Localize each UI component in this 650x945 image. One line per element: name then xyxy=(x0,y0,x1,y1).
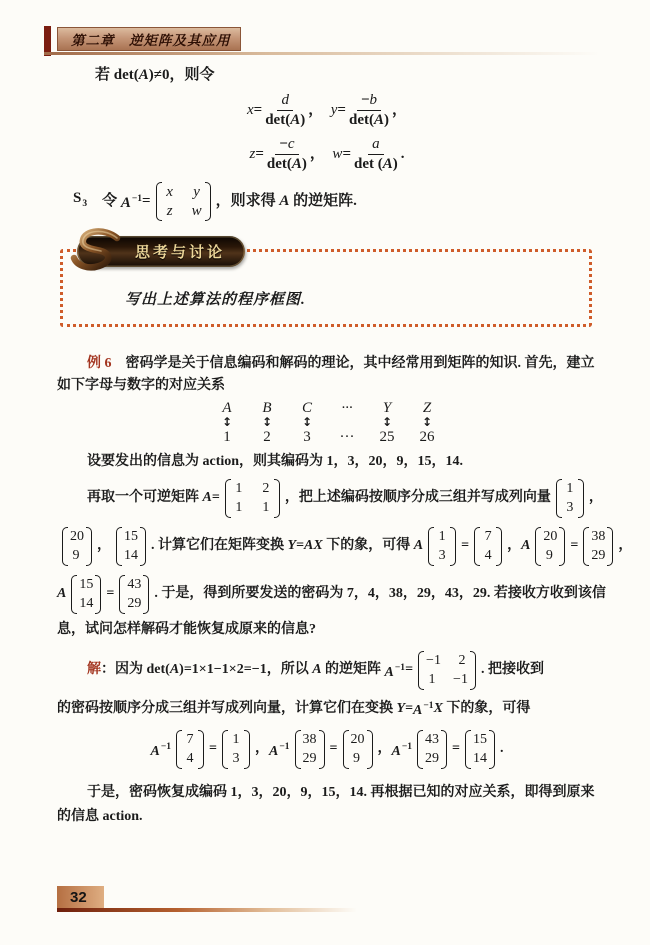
text-run: 若 det( xyxy=(95,67,139,83)
text-run xyxy=(233,480,272,517)
text-run: 令 xyxy=(87,193,121,209)
corr-number: 2 xyxy=(263,429,271,445)
matrix xyxy=(62,526,92,567)
matrix-cell: 20 xyxy=(70,528,84,544)
text-run: −1 xyxy=(160,741,172,752)
text-run: det( xyxy=(348,111,374,128)
matrix xyxy=(556,478,584,519)
text-run: −1 xyxy=(131,194,143,204)
up-down-arrow-icon: ↕ xyxy=(421,415,433,429)
text-run xyxy=(591,528,605,546)
matrix-cell: 29 xyxy=(591,547,606,563)
text-run xyxy=(351,750,365,768)
corr-number: 3 xyxy=(303,429,311,445)
matrix-cell: 29 xyxy=(302,750,317,766)
math-var: x xyxy=(246,102,254,118)
equation-row-1 xyxy=(57,90,597,130)
text-run: . 把接收到 xyxy=(480,662,544,677)
matrix-cell: 1 xyxy=(235,480,243,496)
text-run xyxy=(425,731,439,749)
text-run xyxy=(482,528,494,565)
text-run xyxy=(70,547,84,565)
text-run: = xyxy=(329,741,338,756)
math-var: w xyxy=(332,146,343,162)
matrix-cell: x xyxy=(166,183,173,200)
matrix-cell: 20 xyxy=(350,731,365,747)
text-run xyxy=(265,111,305,129)
text-run xyxy=(426,652,468,670)
chapter-title: 第二章 逆矩阵及其应用 xyxy=(71,33,231,48)
text-run xyxy=(349,111,389,129)
text-run: ， xyxy=(255,741,269,756)
matrix-cell: 15 xyxy=(124,528,138,544)
text-run xyxy=(124,528,138,565)
matrix-cell: 2 xyxy=(262,480,270,496)
matrix-cell: 14 xyxy=(79,595,94,611)
text-run xyxy=(436,528,448,565)
discussion-badge xyxy=(77,236,245,267)
text-run xyxy=(303,731,317,768)
matrix-cell: 20 xyxy=(543,528,558,544)
up-down-arrow-icon: ↕ xyxy=(221,415,233,429)
text-run: ) xyxy=(384,111,389,128)
matrix-cell: 7 xyxy=(186,731,194,747)
text-run: = xyxy=(405,700,414,716)
text-run xyxy=(277,92,293,111)
text-run: −1 xyxy=(394,662,406,673)
text-run: = xyxy=(142,193,151,209)
text-run: 如下字母与数字的对应关系 xyxy=(57,378,225,393)
text-run: 再取一个可逆矩阵 xyxy=(87,490,203,505)
matrix xyxy=(176,729,204,770)
text-run: ， xyxy=(309,146,333,162)
matrix xyxy=(474,526,502,567)
text-run: A xyxy=(391,743,401,759)
text-run xyxy=(303,750,317,768)
text-run xyxy=(275,136,298,155)
matrix-cell: 2 xyxy=(458,652,466,668)
text-run xyxy=(591,528,605,565)
text-run: ， xyxy=(308,102,331,118)
text-run: A xyxy=(150,743,160,759)
inverse-matrix-symbol xyxy=(385,657,406,684)
text-run xyxy=(482,547,494,565)
message-encoding-line xyxy=(87,451,597,473)
matrix-cell: −1 xyxy=(426,652,441,668)
text-run: det ( xyxy=(354,155,383,172)
text-run: ：因为 det( xyxy=(101,662,170,677)
footer-rule xyxy=(57,908,357,912)
math-matrix-name: A xyxy=(57,586,67,601)
text-run: A xyxy=(384,664,394,680)
text-run xyxy=(70,528,84,546)
matrix-cell: 3 xyxy=(566,499,574,515)
text-run: ， xyxy=(618,538,633,553)
matrix-cell: −1 xyxy=(453,671,468,687)
matrix-cell: 1 xyxy=(566,480,574,496)
math-matrix-name: A xyxy=(413,538,424,553)
matrix-cell: 15 xyxy=(473,731,487,747)
correspondence-numbers-row xyxy=(214,429,441,445)
text-run xyxy=(124,528,138,546)
example6-intro-line-1 xyxy=(87,353,597,375)
text-run xyxy=(426,652,468,689)
text-run: )=1×1−1×2=−1，所以 xyxy=(179,662,313,677)
text-run xyxy=(184,731,196,768)
text-run xyxy=(564,499,576,517)
math-matrix-name: A xyxy=(169,662,180,677)
red-label: 解 xyxy=(87,662,101,677)
math-var: d xyxy=(281,91,289,108)
discussion-badge-label: 思考与讨论 xyxy=(135,244,226,261)
fraction xyxy=(349,92,389,129)
matrix xyxy=(583,526,613,567)
equation-row-2 xyxy=(57,134,597,174)
letter-number-correspondence xyxy=(57,400,597,445)
text-run: ， xyxy=(97,538,111,553)
text-run: 的信息 action. xyxy=(57,809,143,824)
discussion-box xyxy=(60,244,592,327)
inverse-matrix-symbol xyxy=(413,695,434,722)
text-run xyxy=(354,155,398,173)
text-run xyxy=(436,547,448,565)
chapter-title-box xyxy=(57,27,241,51)
text-run xyxy=(79,576,93,613)
text-run xyxy=(351,731,365,749)
matrix-cell: 38 xyxy=(591,528,606,544)
text-run: det( xyxy=(266,155,292,172)
math-matrix-name: A xyxy=(138,67,149,83)
text-run: 于是，密码恢复成编码 1，3，20，9，15，14. 再根据已知的对应关系，即得到原来 xyxy=(87,785,595,800)
correspondence-letters-row xyxy=(214,400,441,416)
matrix xyxy=(156,181,211,222)
matrix-cell: 14 xyxy=(124,547,138,563)
matrix-cell: 4 xyxy=(186,750,194,766)
matrix-cell: 4 xyxy=(484,547,492,563)
text-run: ， xyxy=(377,741,392,756)
matrix xyxy=(465,729,495,770)
matrix xyxy=(119,574,149,615)
conclusion-line-2 xyxy=(57,806,597,828)
text-run: = xyxy=(342,146,351,162)
matrix xyxy=(535,526,565,567)
text-run: = xyxy=(209,741,217,756)
corr-number: 1 xyxy=(223,429,231,445)
corr-letter: C xyxy=(301,400,312,416)
text-run: A xyxy=(120,195,131,211)
text-run xyxy=(184,750,196,768)
example6-intro-line-2 xyxy=(57,375,597,397)
matrix-cell: 1 xyxy=(235,499,243,515)
text-run xyxy=(357,92,381,111)
corr-letter: Z xyxy=(422,400,432,416)
text-run xyxy=(127,576,141,594)
text-run xyxy=(164,183,203,201)
math-var: a xyxy=(372,135,380,152)
text-run: 下的象，可得 xyxy=(442,700,531,716)
text-run: 的逆矩阵. xyxy=(289,193,357,209)
matrix xyxy=(295,729,325,770)
text-run: ) xyxy=(392,155,398,172)
text-run xyxy=(127,595,141,613)
text-run xyxy=(543,528,557,546)
text-run xyxy=(233,480,272,498)
text-run: = xyxy=(296,538,305,553)
corr-number: 25 xyxy=(379,429,395,445)
text-run xyxy=(79,595,93,613)
text-run xyxy=(230,731,242,768)
text-run: )≠0，则令 xyxy=(148,67,215,83)
text-run xyxy=(267,155,307,173)
text-run: . xyxy=(400,146,405,162)
algorithm-condition-line xyxy=(95,64,597,86)
text-run xyxy=(368,136,384,155)
decode-question-line xyxy=(57,619,597,641)
text-run: = xyxy=(106,586,115,601)
text-run xyxy=(473,731,487,768)
text-run: −1 xyxy=(279,741,290,752)
solution-line-1 xyxy=(87,647,597,693)
matrix-cell: 29 xyxy=(127,595,142,611)
text-run xyxy=(303,731,317,749)
invertible-matrix-line xyxy=(87,475,603,521)
corr-number: 26 xyxy=(419,429,435,445)
text-run: 息，试问怎样解码才能恢复成原来的信息? xyxy=(57,622,316,637)
red-label: 例 6 xyxy=(87,356,112,371)
text-run: − xyxy=(279,135,288,152)
text-run: 密码学是关于信息编码和解码的理论，其中经常用到矩阵的知识. 首先，建立 xyxy=(111,356,595,371)
matrix-cell: 14 xyxy=(473,750,487,766)
corr-letter: B xyxy=(262,400,272,416)
matrix xyxy=(225,478,280,519)
text-run: ) xyxy=(300,111,306,128)
matrix-cell: 43 xyxy=(127,576,142,592)
math-matrix-name: A xyxy=(290,111,301,128)
matrix-cell: 38 xyxy=(302,731,317,747)
matrix-cell: 1 xyxy=(438,528,446,544)
math-matrix-name: X xyxy=(313,538,323,553)
matrix xyxy=(417,729,447,770)
inverse-matrix-symbol xyxy=(269,736,290,763)
algorithm-step-line xyxy=(73,178,597,224)
text-run xyxy=(543,547,557,565)
text-run: 下的象，可得 xyxy=(322,538,414,553)
text-run xyxy=(351,731,365,768)
text-run: ) xyxy=(301,155,307,172)
matrix-cell: 1 xyxy=(262,499,270,515)
text-run: = xyxy=(452,741,460,756)
text-run: ，把上述编码按顺序分成三组并写成列向量 xyxy=(284,490,551,505)
page-number-box xyxy=(57,886,104,908)
cipher-send-line xyxy=(57,571,606,617)
matrix xyxy=(343,729,373,770)
text-run: ， xyxy=(507,538,522,553)
text-run: = xyxy=(255,146,264,162)
text-run: −1 xyxy=(401,741,413,752)
text-run: 的密码按顺序分成三组并写成列向量，计算它们在变换 xyxy=(57,700,397,716)
math-matrix-name: A xyxy=(312,662,322,677)
text-run: = xyxy=(461,538,470,553)
text-run: = xyxy=(337,102,346,118)
text-run xyxy=(564,480,576,498)
text-run: − xyxy=(360,91,370,108)
fraction xyxy=(354,136,398,173)
matrix-cell: 3 xyxy=(438,547,446,563)
text-run: det( xyxy=(265,111,291,128)
text-run: . 计算它们在矩阵变换 xyxy=(151,538,288,553)
text-run: A xyxy=(269,743,279,759)
text-run xyxy=(473,750,487,768)
fraction xyxy=(265,92,305,129)
corr-ellipsis: ··· xyxy=(339,429,355,445)
page-number: 32 xyxy=(70,888,87,906)
math-var: b xyxy=(369,91,378,108)
math-matrix-name: Y xyxy=(396,700,406,716)
transform-calculation-line xyxy=(57,523,633,569)
text-run xyxy=(564,480,576,517)
text-run xyxy=(426,671,468,689)
math-matrix-name: A xyxy=(373,111,384,128)
text-run: . 于是，得到所要发送的密码为 7，4，38，29，43，29. 若接收方收到该信 xyxy=(154,586,606,601)
matrix-cell: 9 xyxy=(353,750,360,766)
math-matrix-name: A xyxy=(382,155,393,172)
corr-letter: A xyxy=(222,400,232,416)
text-run xyxy=(425,731,439,768)
text-run xyxy=(543,528,557,565)
text-run xyxy=(482,528,494,546)
corr-arrow-gap xyxy=(334,416,361,429)
text-run: S xyxy=(73,190,82,206)
inverse-matrix-symbol xyxy=(151,736,172,763)
text-run: ，则求得 xyxy=(215,193,280,209)
matrix-cell: 3 xyxy=(232,750,240,766)
subscripted-symbol xyxy=(73,187,87,215)
corr-ellipsis: ··· xyxy=(341,400,353,416)
text-run xyxy=(230,750,242,768)
text-run xyxy=(184,731,196,749)
text-run: = xyxy=(253,102,263,118)
text-run: A xyxy=(413,703,423,718)
math-matrix-name: A xyxy=(291,155,302,172)
text-run xyxy=(127,576,141,613)
decode-equations-line xyxy=(57,726,597,772)
discussion-prompt: 写出上述算法的程序框图. xyxy=(125,292,306,308)
text-run xyxy=(436,528,448,546)
matrix xyxy=(418,650,476,691)
text-run: 的逆矩阵 xyxy=(321,662,385,677)
math-matrix-name: Y xyxy=(287,538,297,553)
text-run: ， xyxy=(392,102,408,118)
matrix xyxy=(428,526,456,567)
text-run: ， xyxy=(588,490,603,505)
matrix-cell: 9 xyxy=(72,547,80,563)
text-run: −1 xyxy=(423,701,434,711)
math-var: y xyxy=(330,102,338,118)
up-down-arrow-icon: ↕ xyxy=(301,415,313,429)
text-run: 设要发出的信息为 action，则其编码为 1，3，20，9，15，14. xyxy=(87,454,464,469)
math-var: z xyxy=(249,146,256,162)
text-run xyxy=(164,183,203,220)
text-run xyxy=(230,731,242,749)
math-matrix-name: X xyxy=(433,700,443,716)
math-matrix-name: A xyxy=(521,538,531,553)
text-run xyxy=(591,547,605,565)
matrix-cell: 43 xyxy=(425,731,440,747)
text-run: . xyxy=(500,741,504,756)
matrix xyxy=(71,574,101,615)
inverse-matrix-symbol xyxy=(392,736,413,763)
text-run: = xyxy=(405,662,414,677)
text-run: 3 xyxy=(82,199,88,209)
math-matrix-name: A xyxy=(202,490,212,505)
page-body xyxy=(57,64,633,828)
corr-letter: Y xyxy=(382,400,392,416)
conclusion-line-1 xyxy=(87,782,597,804)
text-run: = xyxy=(211,490,220,505)
text-run xyxy=(425,750,439,768)
matrix-cell: w xyxy=(191,202,202,219)
math-var: c xyxy=(287,135,295,152)
text-run: = xyxy=(570,538,579,553)
math-matrix-name: A xyxy=(279,193,290,209)
correspondence-arrows-row xyxy=(214,416,441,429)
s-swirl-icon xyxy=(69,228,123,276)
matrix-cell: 15 xyxy=(79,576,94,592)
inverse-matrix-symbol xyxy=(121,188,142,214)
text-run xyxy=(124,547,138,565)
solution-line-2 xyxy=(57,695,597,722)
fraction xyxy=(267,136,307,173)
matrix-cell: 7 xyxy=(484,528,492,544)
header-rule xyxy=(44,52,600,55)
text-run xyxy=(233,499,272,517)
matrix-cell: 9 xyxy=(545,547,553,563)
matrix-cell: 29 xyxy=(425,750,440,766)
matrix-cell: 1 xyxy=(232,731,240,747)
text-run xyxy=(164,202,203,220)
text-run xyxy=(70,528,84,565)
matrix-cell: z xyxy=(166,202,173,219)
up-down-arrow-icon: ↕ xyxy=(261,415,273,429)
matrix xyxy=(222,729,250,770)
matrix-cell: 1 xyxy=(428,671,436,687)
up-down-arrow-icon: ↕ xyxy=(381,415,393,429)
text-run xyxy=(79,576,93,594)
math-matrix-name: A xyxy=(304,538,314,553)
matrix xyxy=(116,526,146,567)
text-run xyxy=(473,731,487,749)
matrix-cell: y xyxy=(193,183,200,200)
